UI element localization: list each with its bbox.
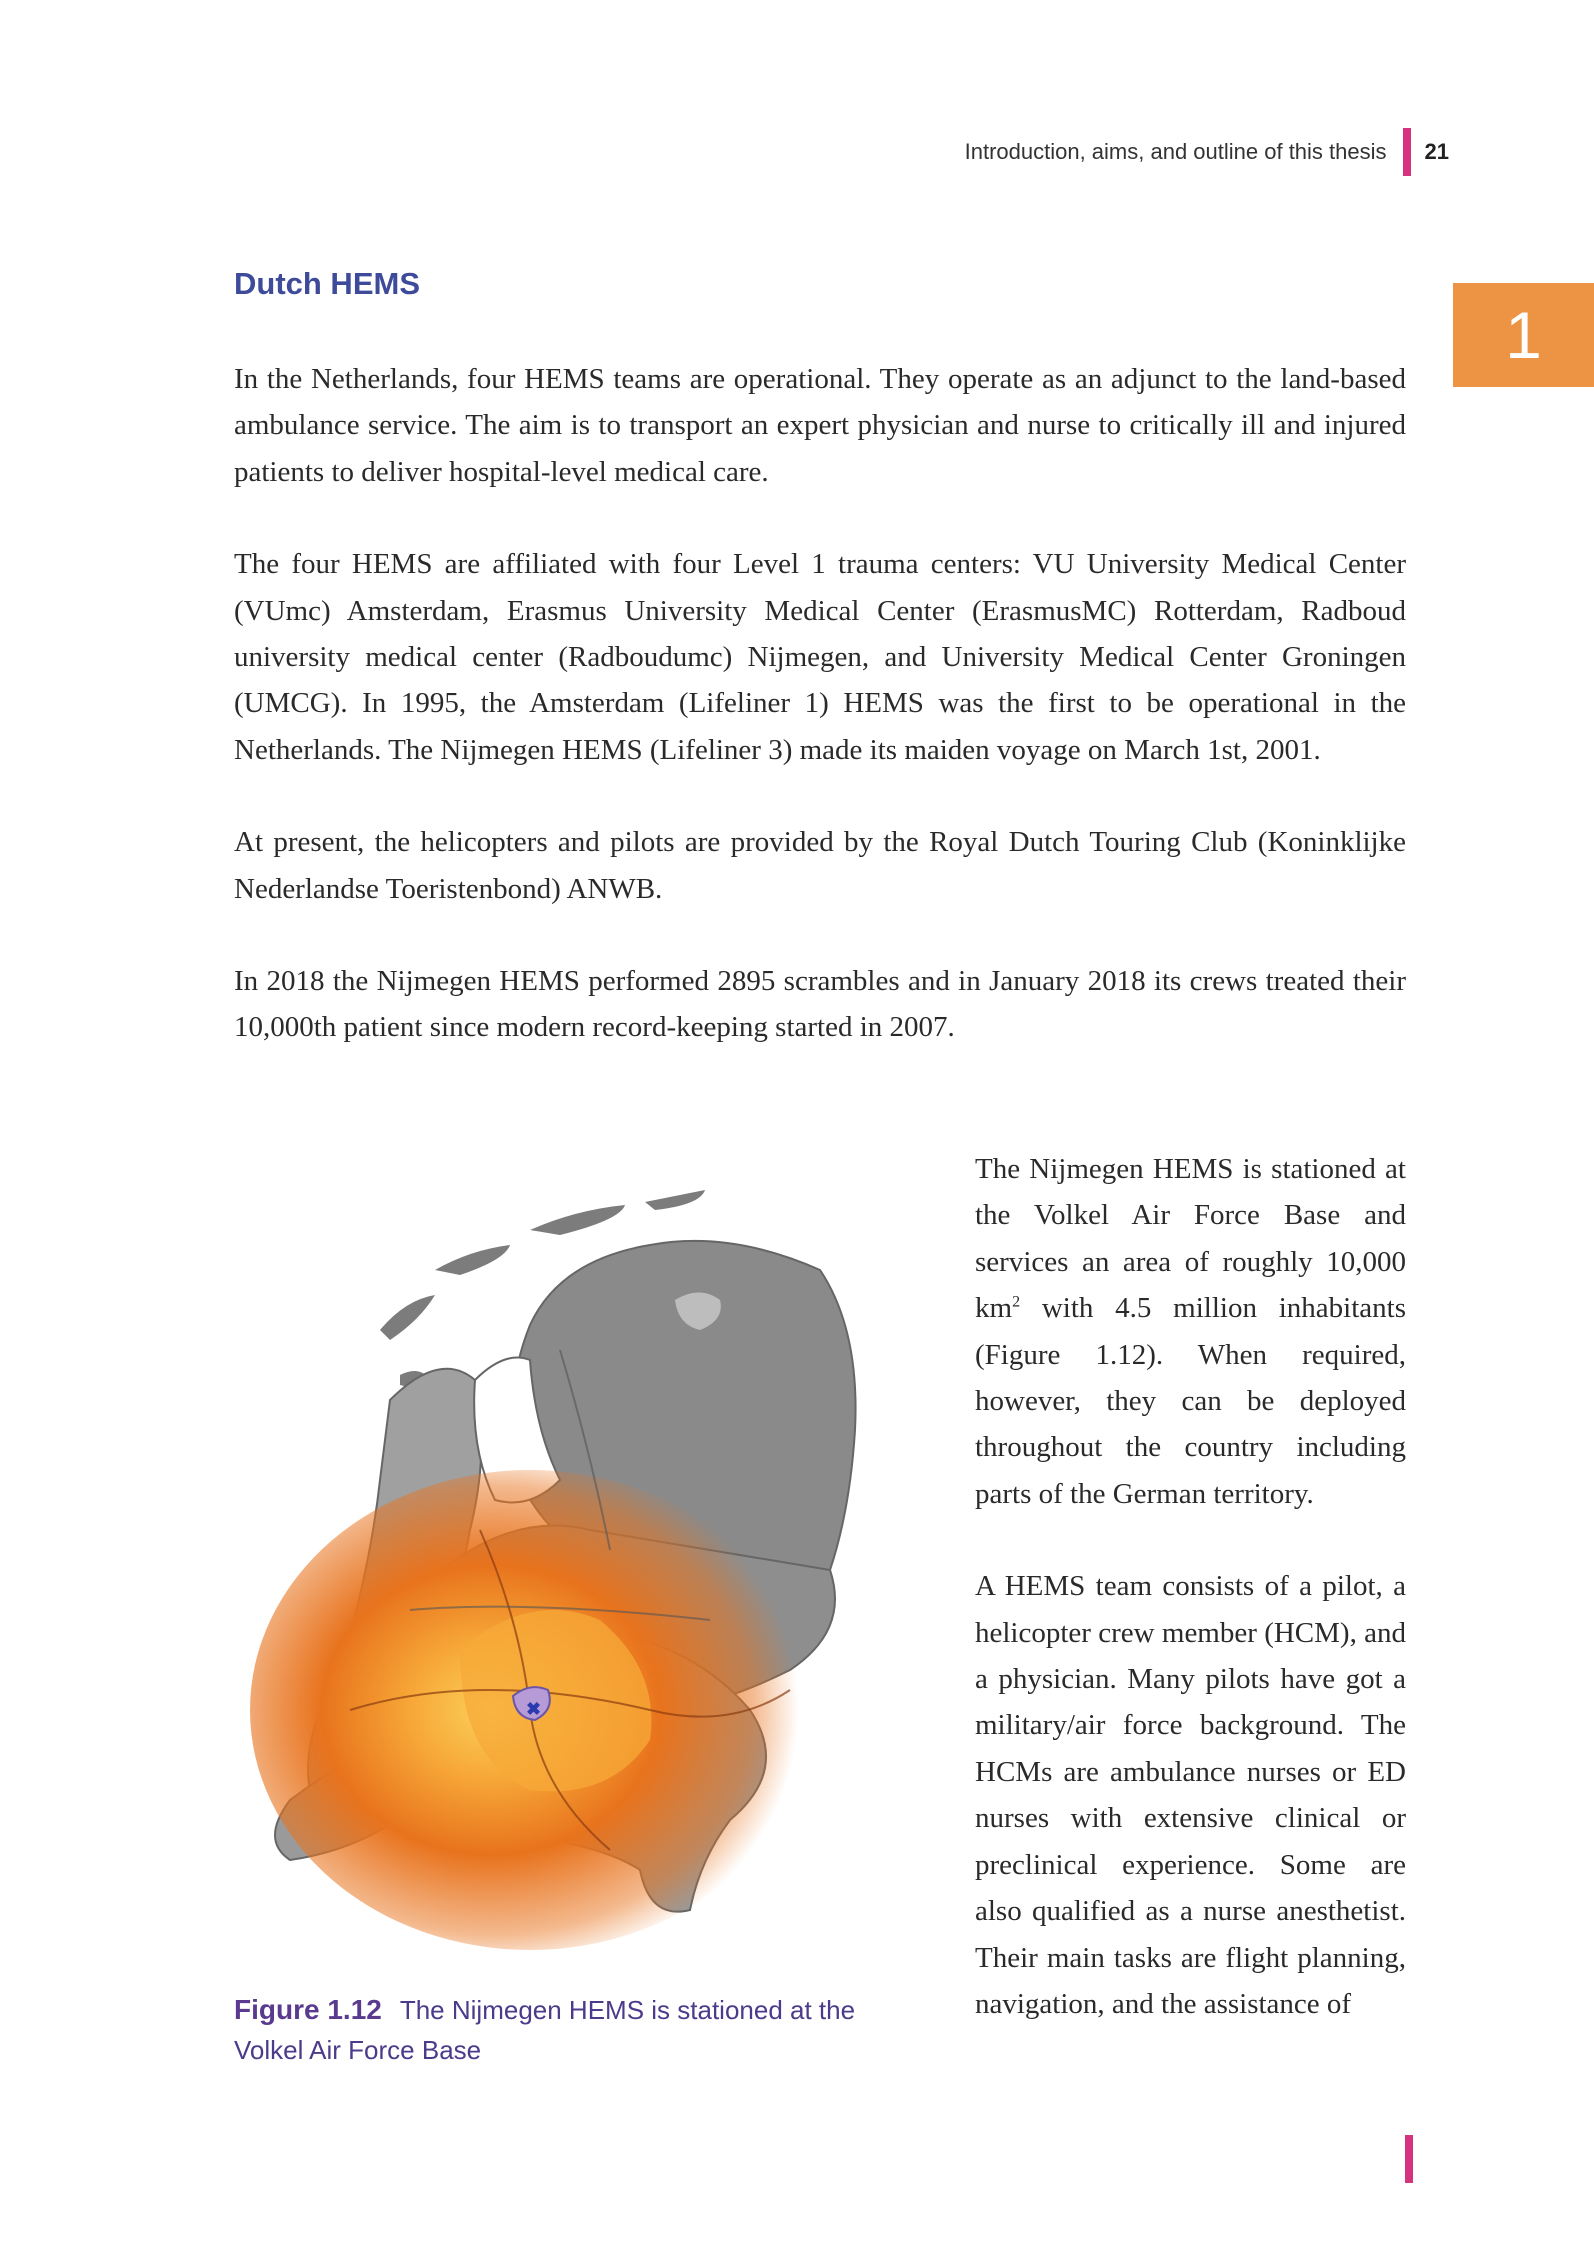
volkel-base-icon: ✖ bbox=[526, 1699, 542, 1719]
footer-accent-bar bbox=[1405, 2135, 1413, 2183]
figure-caption-text: The Nijmegen HEMS is stationed at the Volkel Air Force Base bbox=[234, 1995, 856, 2065]
side-column bbox=[975, 1146, 1406, 2073]
superscript: 2 bbox=[1012, 1293, 1021, 1311]
figure-caption bbox=[234, 1990, 914, 2070]
wadden-island bbox=[530, 1205, 625, 1235]
paragraph-volkel bbox=[975, 1146, 1406, 1517]
section-title: Dutch HEMS bbox=[234, 266, 420, 301]
figure-label: Figure 1.12 bbox=[234, 1994, 382, 2025]
wadden-island bbox=[435, 1245, 510, 1275]
wadden-island bbox=[645, 1190, 705, 1210]
running-title: Introduction, aims, and outline of this thesis bbox=[964, 139, 1387, 164]
paragraph-statistics: In 2018 the Nijmegen HEMS performed 2895 scrambles and in January 2018 its crews treated their 10,000th patient since modern record-keeping started in 2007. bbox=[234, 965, 1406, 1044]
chapter-tab bbox=[1453, 283, 1594, 387]
paragraph-intro: In the Netherlands, four HEMS teams are operational. They operate as an adjunct to the land-based ambulance service. The aim is to transport an expert physician and nurse to critically ill and injured patients to deliver hospital-level medical care. bbox=[234, 363, 1406, 488]
volkel-text-a: The Nijmegen HEMS is stationed at the Volkel Air Force Base and services an area of roughly 10,000 km bbox=[975, 1153, 1406, 1325]
paragraph-team: A HEMS team consists of a pilot, a helicopter crew member (HCM), and a physician. Many pilots have got a military/air force background. The HCMs are ambulance nurses or ED nurses with extensive clinical or preclinical experience. Some are also qualified as a nurse anesthetist. Their main tasks are flight planning, navigation, and the assistance of bbox=[975, 1570, 1406, 2020]
running-header bbox=[965, 128, 1449, 176]
body-text bbox=[234, 356, 1406, 1097]
paragraph-trauma-centers: The four HEMS are affiliated with four Level 1 trauma centers: VU University Medical Center (VUmc) Amsterdam, Erasmus University Medical Center (ErasmusMC) Rotterdam, Radboud university medical center (Radboudumc) Nijmegen, and University Medical Center Groningen (UMCG). In 1995, the Amsterdam (Lifeliner 1) HEMS was the first to be operational in the Netherlands. The Nijmegen HEMS (Lifeliner 3) made its maiden voyage on March 1st, 2001. bbox=[234, 548, 1406, 766]
volkel-text-b: with 4.5 million inhabitants (Figure 1.12). When required, however, they can be deployed throughout the country including parts of the German territory. bbox=[975, 1292, 1406, 1510]
netherlands-coverage-map bbox=[230, 1150, 930, 1970]
wadden-island bbox=[380, 1295, 435, 1340]
page-number: 21 bbox=[1424, 139, 1449, 164]
paragraph-anwb: At present, the helicopters and pilots are provided by the Royal Dutch Touring Club (Koninklijke Nederlandse Toeristenbond) ANWB. bbox=[234, 826, 1406, 905]
chapter-number: 1 bbox=[1505, 298, 1542, 372]
header-accent-bar bbox=[1403, 128, 1411, 176]
